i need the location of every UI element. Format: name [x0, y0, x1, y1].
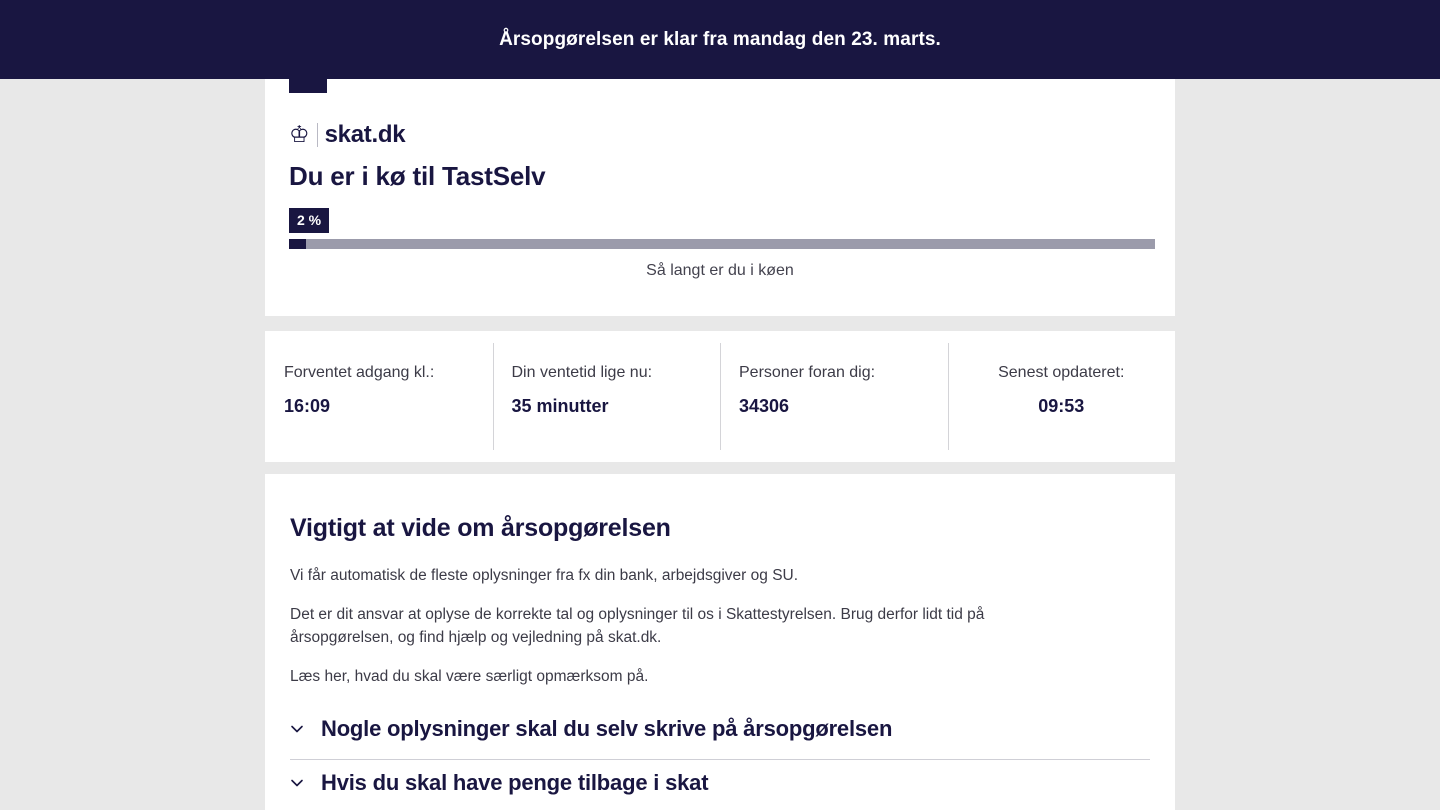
stat-label: Forventet adgang kl.:: [284, 364, 435, 381]
chevron-down-icon: [290, 722, 304, 736]
stat-value: 09:53: [1038, 396, 1085, 416]
nav-stub: [289, 79, 327, 93]
stat-label: Din ventetid lige nu:: [511, 364, 653, 381]
stat-label: Personer foran dig:: [739, 364, 876, 381]
info-accordion: [290, 706, 1150, 810]
announcement-text: Årsopgørelsen er klar fra mandag den 23. marts.: [499, 28, 941, 50]
info-paragraph: Det er dit ansvar at oplyse de korrekte tal og oplysninger til os i Skattestyrelsen. Brug derfor lidt tid på årsopgørelsen, og find hjælp og vejledning på skat.dk.: [290, 606, 985, 646]
info-paragraph: Læs her, hvad du skal være særligt opmærksom på.: [290, 668, 649, 686]
stat-last-updated: [948, 331, 1176, 462]
brand-name: skat.dk: [324, 121, 406, 148]
accordion-item-selv-skrive[interactable]: [290, 706, 1150, 760]
queue-card: [265, 79, 1175, 316]
stat-label: Senest opdateret:: [998, 364, 1125, 381]
brand-logo[interactable]: [289, 121, 1151, 149]
page-title: Du er i kø til TastSelv: [289, 161, 546, 191]
brand-divider: [317, 123, 318, 147]
chevron-down-icon: [290, 776, 304, 790]
info-title: Vigtigt at vide om årsopgørelsen: [290, 514, 671, 542]
stat-value: 16:09: [284, 396, 331, 416]
crown-icon: ♔: [289, 120, 310, 147]
stat-expected-access: [265, 331, 493, 462]
stat-value: 35 minutter: [511, 396, 609, 416]
stat-people-ahead: [720, 331, 948, 462]
announcement-banner: [0, 0, 1440, 79]
page-body: [0, 79, 1440, 810]
accordion-item-label: Hvis du skal have penge tilbage i skat: [321, 769, 709, 795]
accordion-item-label: Nogle oplysninger skal du selv skrive på årsopgørelsen: [321, 715, 893, 741]
accordion-item-penge-tilbage[interactable]: [290, 760, 1150, 810]
queue-progress-fill: [289, 239, 306, 249]
stat-wait-time: [493, 331, 721, 462]
content-column: [265, 79, 1175, 810]
queue-progress-bar: [289, 239, 1155, 249]
progress-percent-badge: 2 %: [289, 208, 329, 233]
queue-stats: [265, 331, 1175, 462]
info-paragraph: Vi får automatisk de fleste oplysninger fra fx din bank, arbejdsgiver og SU.: [290, 567, 799, 584]
info-card: [265, 474, 1175, 810]
progress-caption: Så langt er du i køen: [646, 262, 794, 279]
stat-value: 34306: [739, 396, 790, 416]
